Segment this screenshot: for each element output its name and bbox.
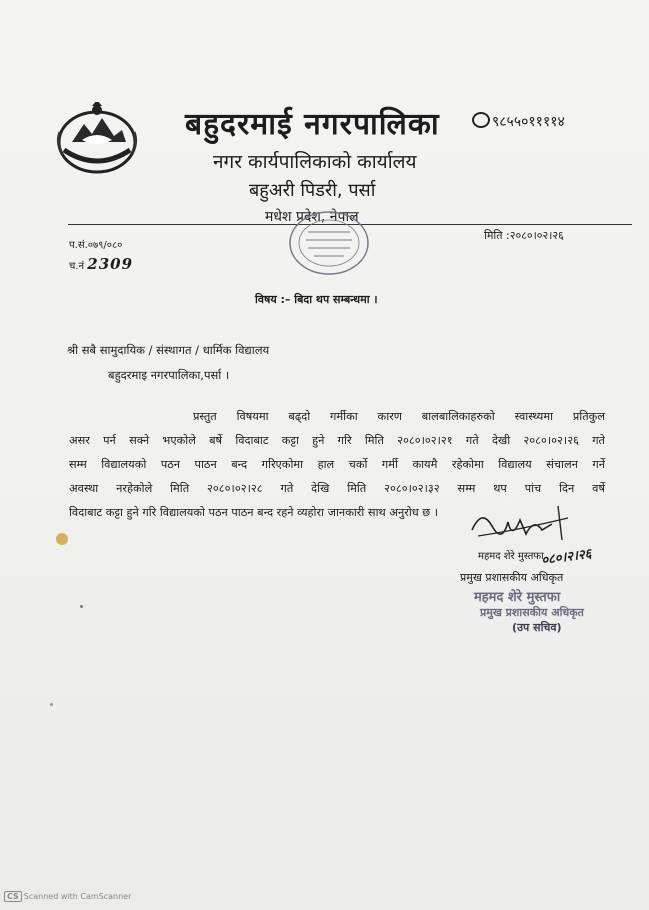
office-name: नगर कार्यपालिकाको कार्यालय <box>213 151 417 173</box>
stamp-rank: (उप सचिव) <box>512 621 562 634</box>
camscanner-logo-icon: CS <box>4 891 22 902</box>
scanner-watermark-text: Scanned with CamScanner <box>23 892 132 901</box>
signatory-name: महमद शेरे मुस्तफा <box>478 551 544 562</box>
province-name: मधेश प्रदेश, नेपाल <box>265 209 359 225</box>
speck <box>50 703 53 706</box>
stamp-title: प्रमुख प्रशासकीय अधिकृत <box>480 606 584 619</box>
signature-date: ०८०।२।२६ <box>540 546 593 569</box>
phone-number <box>472 112 565 131</box>
speck <box>80 605 83 608</box>
recipient-line-2: बहुदरमाइ नगरपालिका,पर्सा । <box>108 368 230 382</box>
recipient-line-1: श्री सबै सामुदायिक / संस्थागत / धार्मिक विद्यालय <box>67 343 270 357</box>
office-seal-icon <box>288 210 370 276</box>
dispatch-label: च.नं <box>69 261 85 272</box>
body-line: विदाबाट कट्टा हुने गरि विद्यालयको पठन पाठन बन्द रहने व्यहोरा जानकारी साथ अनुरोध छ । <box>69 506 439 519</box>
ink-blot <box>56 533 68 545</box>
municipality-name: बहुदरमाई नगरपालिका <box>185 107 440 142</box>
telephone-icon <box>472 112 490 128</box>
letter-date: मिति :२०८०।०२।२६ <box>484 229 564 242</box>
dispatch-number: 2309 <box>87 255 134 273</box>
signatory-title: प्रमुख प्रशासकीय अधिकृत <box>460 571 564 584</box>
scanner-watermark <box>4 891 131 902</box>
nepal-emblem-icon <box>52 102 142 178</box>
body-line: सम्म विद्यालयको पठन पाठन बन्द गरिएकोमा हाल चर्को गर्मी कायमै रहेकोमा विद्यालय संचालन गर्ने <box>69 458 605 471</box>
office-address: बहुअरी पिडरी, पर्सा <box>249 180 376 201</box>
signature-icon <box>468 500 578 548</box>
stamp-name: महमद शेरे मुस्तफा <box>474 590 561 605</box>
body-line: असर पर्न सक्ने भएकोले बर्षे विदाबाट कट्टा हुने गरि मिति २०८०।०२।२१ गते देखी २०८०।०२।२६ गते <box>69 434 605 447</box>
letter-subject: विषय :– बिदा थप सम्बन्धमा । <box>255 293 378 306</box>
fiscal-year-ref: प.सं.०७९/०८० <box>69 240 123 251</box>
body-line: अवस्था नरहेकोले मिति २०८०।०२।२८ गते देखि मिति २०८०।०२।३२ सम्म थप पांच दिन वर्षे <box>69 482 605 495</box>
body-line: प्रस्तुत विषयमा बढ्दो गर्मीका कारण बालबालिकाहरुको स्वास्थ्यमा प्रतिकुल <box>193 410 605 423</box>
dispatch-ref <box>69 255 133 273</box>
phone-number-text: ९८५५०११११४ <box>492 114 565 130</box>
name-stamp <box>470 590 584 635</box>
